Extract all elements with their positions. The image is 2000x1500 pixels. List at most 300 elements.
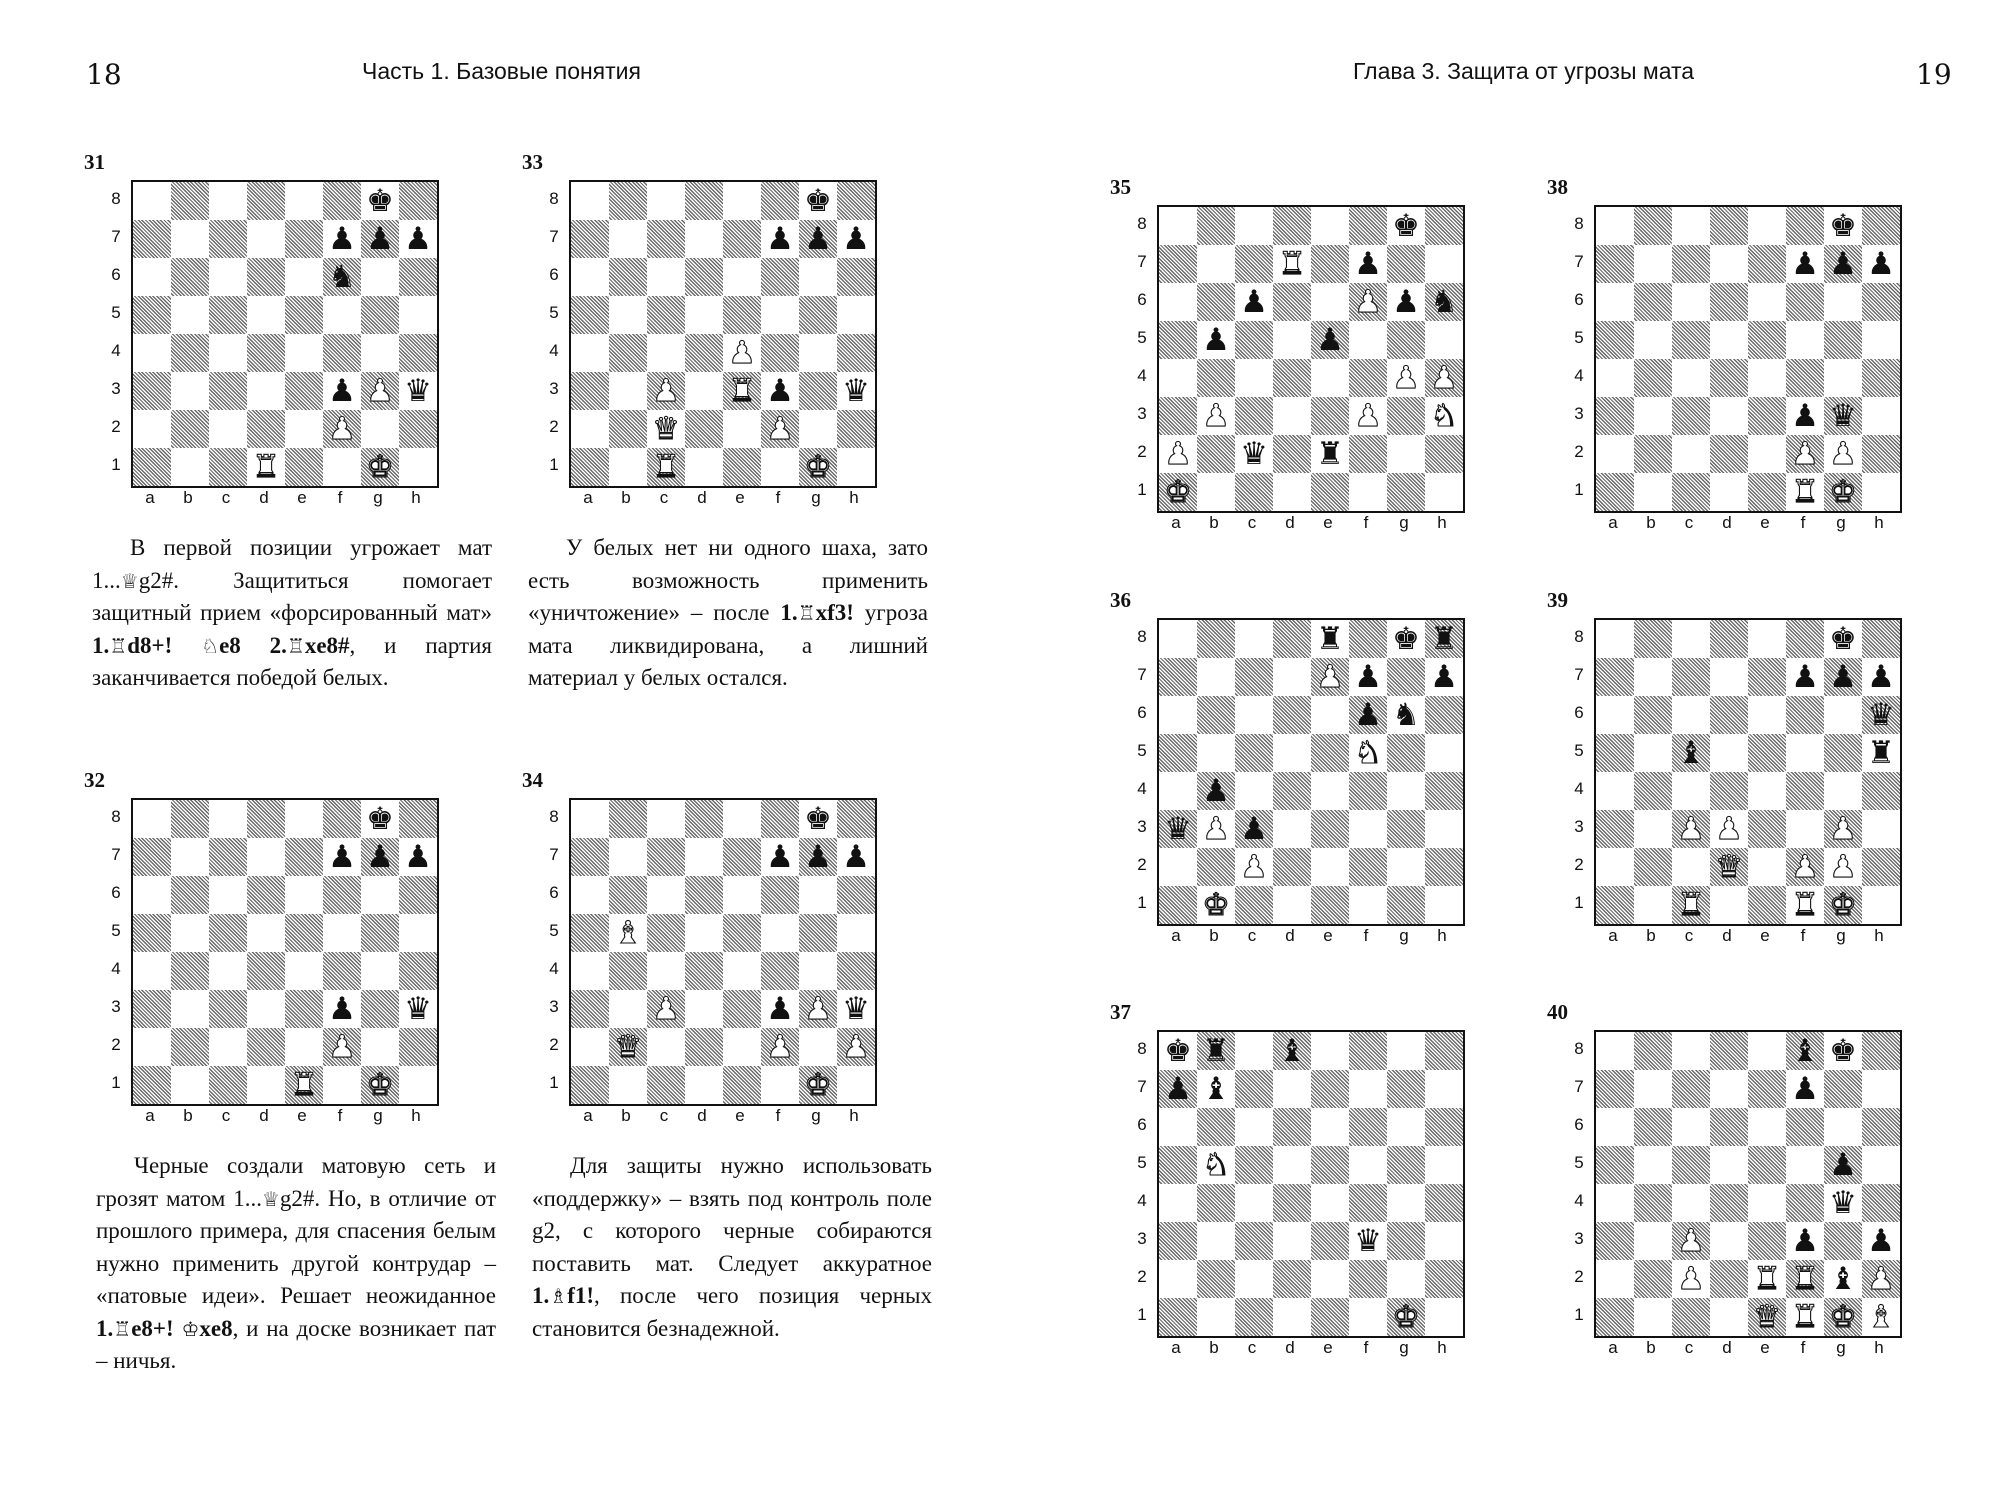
file-label: f bbox=[1363, 1338, 1369, 1357]
square-b7 bbox=[1197, 1070, 1235, 1108]
square-a1 bbox=[133, 448, 171, 486]
square-c3 bbox=[1672, 810, 1710, 848]
square-f7 bbox=[1349, 658, 1387, 696]
square-h8 bbox=[1862, 1032, 1900, 1070]
square-d5 bbox=[1710, 321, 1748, 359]
square-f1 bbox=[1349, 1298, 1387, 1336]
square-f1 bbox=[1786, 473, 1824, 511]
square-g7 bbox=[1387, 245, 1425, 283]
square-e1 bbox=[723, 1066, 761, 1104]
queen-icon: ♕ bbox=[261, 1186, 280, 1211]
white-king-icon: ♚ bbox=[804, 1066, 832, 1103]
square-a1 bbox=[571, 448, 609, 486]
file-label: e bbox=[1323, 513, 1333, 532]
square-e6 bbox=[285, 258, 323, 296]
square-h5 bbox=[837, 914, 875, 952]
square-f1 bbox=[1786, 1298, 1824, 1336]
black-pawn-icon: ♟ bbox=[1240, 810, 1268, 847]
file-label: c bbox=[1247, 926, 1257, 945]
square-h4 bbox=[1425, 772, 1463, 810]
square-e8 bbox=[1748, 620, 1786, 658]
square-d5 bbox=[1273, 321, 1311, 359]
square-e5 bbox=[285, 914, 323, 952]
white-pawn-icon: ♟ bbox=[1316, 658, 1344, 695]
square-c1 bbox=[1235, 473, 1273, 511]
square-a3 bbox=[571, 372, 609, 410]
square-a4 bbox=[133, 952, 171, 990]
white-pawn-icon: ♟ bbox=[1715, 810, 1743, 847]
square-d6 bbox=[685, 258, 723, 296]
square-f2 bbox=[1349, 435, 1387, 473]
black-pawn-icon: ♟ bbox=[366, 220, 394, 257]
square-g7 bbox=[361, 838, 399, 876]
square-b4 bbox=[609, 334, 647, 372]
square-g2 bbox=[1387, 1260, 1425, 1298]
square-d3 bbox=[1710, 1222, 1748, 1260]
square-a8 bbox=[1596, 620, 1634, 658]
file-labels bbox=[131, 1106, 435, 1126]
file-label: h bbox=[1437, 1338, 1447, 1357]
square-f5 bbox=[761, 914, 799, 952]
black-rook-icon: ♜ bbox=[1867, 734, 1895, 771]
chess-board bbox=[131, 798, 439, 1106]
diagram-40 bbox=[1547, 1000, 1937, 1370]
file-label: e bbox=[1760, 1338, 1770, 1357]
square-c4 bbox=[1672, 359, 1710, 397]
square-e3 bbox=[1311, 810, 1349, 848]
square-c2 bbox=[1235, 435, 1273, 473]
square-e1 bbox=[285, 1066, 323, 1104]
rank-label: 7 bbox=[1574, 1077, 1584, 1096]
square-b1 bbox=[1634, 473, 1672, 511]
square-c7 bbox=[647, 838, 685, 876]
move-part: d8+! bbox=[127, 632, 202, 658]
rank-label: 1 bbox=[549, 455, 559, 474]
white-pawn-icon: ♟ bbox=[1677, 1260, 1705, 1297]
rank-label: 7 bbox=[549, 845, 559, 864]
square-b4 bbox=[171, 334, 209, 372]
square-h7 bbox=[399, 220, 437, 258]
rank-label: 5 bbox=[1574, 328, 1584, 347]
square-d2 bbox=[1710, 435, 1748, 473]
rank-label: 6 bbox=[1574, 290, 1584, 309]
square-h7 bbox=[1862, 1070, 1900, 1108]
knight-icon: ♘ bbox=[201, 633, 220, 658]
file-label: f bbox=[1363, 513, 1369, 532]
rank-label: 6 bbox=[1137, 290, 1147, 309]
white-pawn-icon: ♟ bbox=[728, 334, 756, 371]
page-number-right: 19 bbox=[1916, 58, 1952, 91]
square-d7 bbox=[1710, 658, 1748, 696]
diagram-number: 36 bbox=[1110, 588, 1131, 612]
square-a7 bbox=[1596, 245, 1634, 283]
square-c2 bbox=[1672, 1260, 1710, 1298]
square-a4 bbox=[1596, 1184, 1634, 1222]
square-d3 bbox=[247, 372, 285, 410]
square-e1 bbox=[1748, 886, 1786, 924]
square-b6 bbox=[1634, 283, 1672, 321]
square-d3 bbox=[1273, 397, 1311, 435]
square-e7 bbox=[1311, 658, 1349, 696]
square-g8 bbox=[1824, 620, 1862, 658]
bishop-icon: ♗ bbox=[549, 1284, 568, 1308]
square-e4 bbox=[1748, 772, 1786, 810]
square-e4 bbox=[723, 334, 761, 372]
square-f4 bbox=[1786, 772, 1824, 810]
square-c7 bbox=[1672, 1070, 1710, 1108]
square-e4 bbox=[1311, 772, 1349, 810]
square-c5 bbox=[647, 914, 685, 952]
square-c4 bbox=[1235, 772, 1273, 810]
square-h3 bbox=[1425, 1222, 1463, 1260]
rank-labels bbox=[108, 180, 124, 484]
rank-label: 7 bbox=[1137, 665, 1147, 684]
white-pawn-icon: ♟ bbox=[1240, 848, 1268, 885]
square-h2 bbox=[1425, 1260, 1463, 1298]
black-pawn-icon: ♟ bbox=[1791, 397, 1819, 434]
square-d8 bbox=[247, 182, 285, 220]
file-label: e bbox=[1760, 513, 1770, 532]
square-c3 bbox=[1672, 397, 1710, 435]
rank-label: 6 bbox=[111, 883, 121, 902]
square-f4 bbox=[761, 952, 799, 990]
square-e5 bbox=[1748, 734, 1786, 772]
black-pawn-icon: ♟ bbox=[404, 220, 432, 257]
square-b7 bbox=[171, 220, 209, 258]
square-e8 bbox=[1748, 207, 1786, 245]
square-e7 bbox=[723, 220, 761, 258]
square-b5 bbox=[171, 296, 209, 334]
square-c5 bbox=[1235, 734, 1273, 772]
black-rook-icon: ♜ bbox=[1430, 620, 1458, 657]
square-a8 bbox=[1159, 620, 1197, 658]
move-part: xf3! bbox=[815, 600, 854, 625]
square-f8 bbox=[761, 800, 799, 838]
file-label: c bbox=[1684, 1338, 1694, 1357]
square-g6 bbox=[1387, 696, 1425, 734]
square-e6 bbox=[1748, 283, 1786, 321]
square-e5 bbox=[1748, 321, 1786, 359]
square-c4 bbox=[209, 952, 247, 990]
square-f6 bbox=[761, 876, 799, 914]
black-bishop-icon: ♝ bbox=[1791, 1032, 1819, 1069]
square-a3 bbox=[1159, 1222, 1197, 1260]
rank-labels bbox=[1134, 618, 1150, 922]
square-b7 bbox=[171, 838, 209, 876]
square-g2 bbox=[799, 410, 837, 448]
diagram-number: 31 bbox=[84, 150, 105, 174]
square-e6 bbox=[1311, 283, 1349, 321]
square-f5 bbox=[1349, 1146, 1387, 1184]
square-c2 bbox=[647, 410, 685, 448]
square-f8 bbox=[761, 182, 799, 220]
square-a7 bbox=[1159, 658, 1197, 696]
square-e2 bbox=[1311, 1260, 1349, 1298]
square-g4 bbox=[1387, 772, 1425, 810]
square-g3 bbox=[1387, 1222, 1425, 1260]
rank-label: 6 bbox=[1574, 703, 1584, 722]
square-a5 bbox=[1159, 1146, 1197, 1184]
square-f5 bbox=[323, 914, 361, 952]
text-31 bbox=[92, 532, 492, 695]
square-f4 bbox=[761, 334, 799, 372]
rank-label: 5 bbox=[111, 921, 121, 940]
square-d4 bbox=[1273, 1184, 1311, 1222]
file-label: f bbox=[775, 488, 781, 507]
text-32-part: g2#. Но, в отличие от прошлого примера, для спасения белым нужно применить другой контрудар – «патовые идеи». Решает неожиданное bbox=[96, 1185, 496, 1308]
rank-label: 6 bbox=[549, 265, 559, 284]
queen-icon: ♕ bbox=[120, 568, 139, 593]
move-part: e8+! bbox=[131, 1315, 182, 1341]
black-queen-icon: ♛ bbox=[1829, 1184, 1857, 1221]
square-a7 bbox=[1159, 1070, 1197, 1108]
square-b5 bbox=[1197, 1146, 1235, 1184]
rank-label: 7 bbox=[1137, 1077, 1147, 1096]
white-pawn-icon: ♟ bbox=[766, 1028, 794, 1065]
square-d6 bbox=[1710, 696, 1748, 734]
square-d6 bbox=[247, 876, 285, 914]
square-h6 bbox=[399, 876, 437, 914]
file-label: b bbox=[1209, 926, 1219, 945]
square-b3 bbox=[1197, 397, 1235, 435]
square-f4 bbox=[1349, 1184, 1387, 1222]
rank-label: 2 bbox=[1574, 1267, 1584, 1286]
black-queen-icon: ♛ bbox=[1829, 397, 1857, 434]
square-g1 bbox=[1824, 473, 1862, 511]
square-c6 bbox=[1672, 283, 1710, 321]
file-label: g bbox=[373, 488, 383, 507]
diagram-35 bbox=[1110, 175, 1500, 545]
square-a8 bbox=[1159, 207, 1197, 245]
file-label: d bbox=[1722, 513, 1732, 532]
square-h1 bbox=[1425, 1298, 1463, 1336]
square-e6 bbox=[723, 258, 761, 296]
file-label: b bbox=[621, 1106, 631, 1125]
square-h7 bbox=[1862, 658, 1900, 696]
file-label: f bbox=[1800, 926, 1806, 945]
square-h6 bbox=[1862, 1108, 1900, 1146]
white-bishop-icon: ♝ bbox=[614, 914, 642, 951]
square-c8 bbox=[1235, 1032, 1273, 1070]
square-c7 bbox=[1672, 245, 1710, 283]
file-labels bbox=[1594, 513, 1898, 533]
text-31-part: В первой позиции угрожает мат 1... bbox=[92, 535, 492, 593]
square-g3 bbox=[799, 990, 837, 1028]
square-c2 bbox=[647, 1028, 685, 1066]
rank-label: 2 bbox=[111, 417, 121, 436]
square-g1 bbox=[1387, 1298, 1425, 1336]
square-b5 bbox=[1634, 321, 1672, 359]
square-f7 bbox=[1786, 658, 1824, 696]
black-pawn-icon: ♟ bbox=[1867, 1222, 1895, 1259]
square-h5 bbox=[1862, 321, 1900, 359]
black-king-icon: ♚ bbox=[1392, 207, 1420, 244]
square-g5 bbox=[1387, 321, 1425, 359]
square-b8 bbox=[1197, 620, 1235, 658]
square-d5 bbox=[1273, 1146, 1311, 1184]
square-d1 bbox=[247, 1066, 285, 1104]
square-b8 bbox=[1634, 620, 1672, 658]
white-king-icon: ♚ bbox=[1829, 886, 1857, 923]
square-d8 bbox=[1273, 207, 1311, 245]
black-bishop-icon: ♝ bbox=[1829, 1260, 1857, 1297]
file-label: d bbox=[1285, 926, 1295, 945]
black-king-icon: ♚ bbox=[1164, 1032, 1192, 1069]
black-pawn-icon: ♟ bbox=[842, 220, 870, 257]
square-g3 bbox=[1824, 810, 1862, 848]
square-a7 bbox=[133, 220, 171, 258]
diagram-39 bbox=[1547, 588, 1937, 958]
square-b5 bbox=[1197, 734, 1235, 772]
square-c7 bbox=[1672, 658, 1710, 696]
square-a3 bbox=[1596, 810, 1634, 848]
file-label: c bbox=[221, 488, 231, 507]
square-b8 bbox=[1197, 207, 1235, 245]
square-c3 bbox=[1235, 1222, 1273, 1260]
square-h1 bbox=[399, 448, 437, 486]
rank-labels bbox=[1134, 205, 1150, 509]
square-g2 bbox=[361, 1028, 399, 1066]
square-c5 bbox=[209, 914, 247, 952]
black-pawn-icon: ♟ bbox=[1867, 245, 1895, 282]
black-king-icon: ♚ bbox=[804, 800, 832, 837]
square-b6 bbox=[1634, 1108, 1672, 1146]
rank-label: 2 bbox=[549, 1035, 559, 1054]
square-b2 bbox=[171, 410, 209, 448]
file-label: b bbox=[1209, 513, 1219, 532]
square-f4 bbox=[1786, 1184, 1824, 1222]
square-g7 bbox=[1824, 245, 1862, 283]
square-g1 bbox=[361, 448, 399, 486]
white-rook-icon: ♜ bbox=[1791, 886, 1819, 923]
rank-label: 4 bbox=[549, 959, 559, 978]
square-b5 bbox=[609, 914, 647, 952]
square-a4 bbox=[1159, 772, 1197, 810]
white-pawn-icon: ♟ bbox=[1430, 359, 1458, 396]
square-b2 bbox=[171, 1028, 209, 1066]
square-e3 bbox=[1748, 1222, 1786, 1260]
file-label: a bbox=[1608, 1338, 1618, 1357]
white-king-icon: ♚ bbox=[1392, 1298, 1420, 1335]
square-d5 bbox=[685, 914, 723, 952]
square-c4 bbox=[647, 952, 685, 990]
square-e7 bbox=[723, 838, 761, 876]
rank-label: 4 bbox=[1574, 366, 1584, 385]
square-d4 bbox=[1710, 772, 1748, 810]
square-h4 bbox=[1425, 359, 1463, 397]
square-b2 bbox=[609, 1028, 647, 1066]
square-a3 bbox=[1159, 810, 1197, 848]
square-g6 bbox=[1824, 283, 1862, 321]
square-c2 bbox=[1672, 435, 1710, 473]
white-pawn-icon: ♟ bbox=[1677, 1222, 1705, 1259]
rank-label: 1 bbox=[1137, 1305, 1147, 1324]
square-d1 bbox=[1273, 886, 1311, 924]
rank-label: 6 bbox=[549, 883, 559, 902]
square-h1 bbox=[837, 1066, 875, 1104]
square-c7 bbox=[209, 838, 247, 876]
square-a5 bbox=[1596, 1146, 1634, 1184]
rank-label: 4 bbox=[1574, 1191, 1584, 1210]
black-pawn-icon: ♟ bbox=[1829, 658, 1857, 695]
square-a8 bbox=[571, 800, 609, 838]
square-f5 bbox=[1349, 321, 1387, 359]
square-c7 bbox=[1235, 245, 1273, 283]
rank-labels bbox=[1571, 205, 1587, 509]
rank-label: 1 bbox=[1137, 893, 1147, 912]
square-d8 bbox=[1710, 620, 1748, 658]
file-label: c bbox=[1684, 513, 1694, 532]
square-e5 bbox=[1311, 321, 1349, 359]
square-b5 bbox=[1634, 1146, 1672, 1184]
black-pawn-icon: ♟ bbox=[766, 372, 794, 409]
square-c5 bbox=[1672, 321, 1710, 359]
square-d3 bbox=[1273, 1222, 1311, 1260]
square-b2 bbox=[1197, 848, 1235, 886]
square-h7 bbox=[1425, 245, 1463, 283]
square-a6 bbox=[1159, 1108, 1197, 1146]
black-queen-icon: ♛ bbox=[842, 372, 870, 409]
rank-label: 8 bbox=[1137, 1039, 1147, 1058]
black-pawn-icon: ♟ bbox=[1867, 658, 1895, 695]
square-f5 bbox=[1349, 734, 1387, 772]
square-f1 bbox=[761, 448, 799, 486]
rank-labels bbox=[546, 180, 562, 484]
square-b6 bbox=[171, 876, 209, 914]
square-f2 bbox=[1786, 435, 1824, 473]
square-g3 bbox=[361, 372, 399, 410]
square-e8 bbox=[1311, 620, 1349, 658]
file-label: c bbox=[1247, 513, 1257, 532]
rank-label: 7 bbox=[1574, 252, 1584, 271]
square-e3 bbox=[1311, 1222, 1349, 1260]
square-h3 bbox=[837, 372, 875, 410]
square-f3 bbox=[1786, 397, 1824, 435]
white-king-icon: ♚ bbox=[1202, 886, 1230, 923]
square-e2 bbox=[1748, 848, 1786, 886]
square-b1 bbox=[609, 1066, 647, 1104]
square-c6 bbox=[1235, 283, 1273, 321]
white-pawn-icon: ♟ bbox=[804, 990, 832, 1027]
square-e8 bbox=[723, 182, 761, 220]
square-a6 bbox=[571, 876, 609, 914]
white-pawn-icon: ♟ bbox=[1354, 397, 1382, 434]
square-b4 bbox=[609, 952, 647, 990]
square-d4 bbox=[247, 952, 285, 990]
file-label: a bbox=[145, 1106, 155, 1125]
square-g6 bbox=[799, 876, 837, 914]
square-c2 bbox=[1672, 848, 1710, 886]
rank-label: 1 bbox=[1137, 480, 1147, 499]
square-d2 bbox=[1273, 1260, 1311, 1298]
square-b2 bbox=[1634, 848, 1672, 886]
square-h2 bbox=[399, 1028, 437, 1066]
square-b6 bbox=[1197, 1108, 1235, 1146]
square-b2 bbox=[1634, 1260, 1672, 1298]
square-g4 bbox=[1824, 1184, 1862, 1222]
square-e5 bbox=[1748, 1146, 1786, 1184]
rook-icon: ♖ bbox=[109, 633, 128, 658]
text-34-part: , после чего позиция черных становится безнадежной. bbox=[532, 1283, 932, 1341]
square-e2 bbox=[1748, 435, 1786, 473]
chess-board bbox=[1594, 205, 1902, 513]
square-d3 bbox=[1273, 810, 1311, 848]
square-a7 bbox=[1596, 1070, 1634, 1108]
diagram-36 bbox=[1110, 588, 1500, 958]
square-f5 bbox=[323, 296, 361, 334]
square-b4 bbox=[1197, 1184, 1235, 1222]
square-f3 bbox=[1786, 810, 1824, 848]
